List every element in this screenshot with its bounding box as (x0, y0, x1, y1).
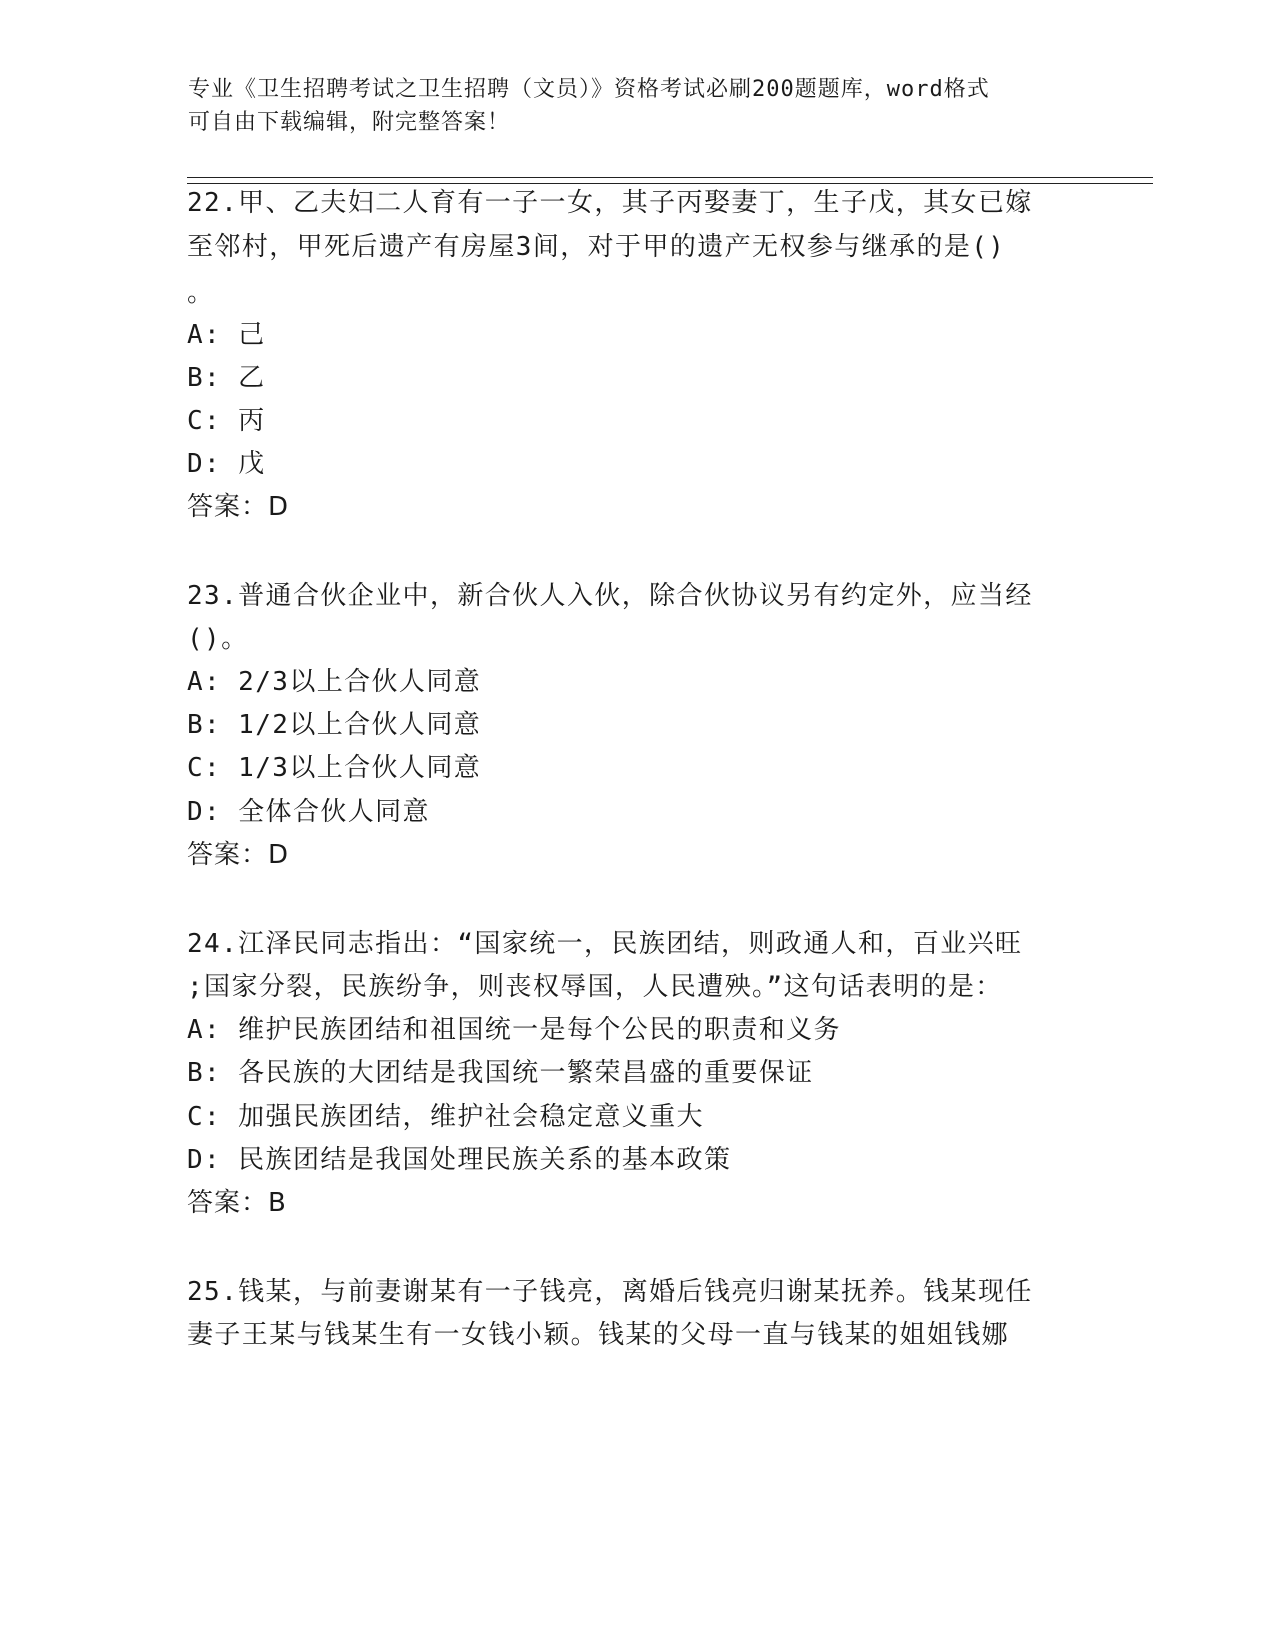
question-25-text-line-1: 25.钱某，与前妻谢某有一子钱亮，离婚后钱亮归谢某抚养。钱某现任 (187, 1277, 1033, 1307)
question-22-option-d: D: 戊 (187, 449, 266, 479)
header-line-1: 专业《卫生招聘考试之卫生招聘（文员）》资格考试必刷200题题库，word格式 (188, 77, 990, 102)
question-22-option-b: B: 乙 (187, 363, 266, 393)
question-22-text-line-2: 至邻村，甲死后遗产有房屋3间，对于甲的遗产无权参与继承的是() (187, 232, 1006, 262)
question-23-option-c: C: 1/3以上合伙人同意 (187, 753, 482, 783)
question-22-option-c: C: 丙 (187, 406, 266, 436)
header-rule-bottom (187, 183, 1153, 184)
question-23-option-b: B: 1/2以上合伙人同意 (187, 710, 482, 740)
question-23-answer: 答案：D (187, 840, 290, 870)
question-24-option-a: A: 维护民族团结和祖国统一是每个公民的职责和义务 (187, 1015, 841, 1045)
header-line-2: 可自由下载编辑，附完整答案！ (188, 110, 511, 135)
document-header (188, 73, 1088, 139)
question-25-text-line-2: 妻子王某与钱某生有一女钱小颖。钱某的父母一直与钱某的姐姐钱娜 (187, 1320, 1010, 1350)
question-23-text-line-2: ()。 (187, 624, 249, 654)
question-24-text-line-1: 24.江泽民同志指出：“国家统一，民族团结，则政通人和，百业兴旺 (187, 929, 1023, 959)
question-22-answer: 答案：D (187, 492, 290, 522)
question-23-text-line-1: 23.普通合伙企业中，新合伙人入伙，除合伙协议另有约定外，应当经 (187, 581, 1033, 611)
question-22-option-a: A: 己 (187, 320, 266, 350)
question-23-option-d: D: 全体合伙人同意 (187, 797, 430, 827)
question-24-option-b: B: 各民族的大团结是我国统一繁荣昌盛的重要保证 (187, 1058, 814, 1088)
question-24-answer: 答案：B (187, 1188, 287, 1218)
question-22-text-line-1: 22.甲、乙夫妇二人育有一子一女，其子丙娶妻丁，生子戊，其女已嫁 (187, 188, 1033, 218)
question-22-text-line-3: 。 (187, 278, 215, 308)
question-24-option-c: C: 加强民族团结，维护社会稳定意义重大 (187, 1102, 704, 1132)
question-24-option-d: D: 民族团结是我国处理民族关系的基本政策 (187, 1145, 732, 1175)
question-23-option-a: A: 2/3以上合伙人同意 (187, 667, 482, 697)
header-rule-top (187, 177, 1153, 178)
question-24-text-line-2: ;国家分裂，民族纷争，则丧权辱国，人民遭殃。”这句话表明的是： (187, 972, 1003, 1002)
